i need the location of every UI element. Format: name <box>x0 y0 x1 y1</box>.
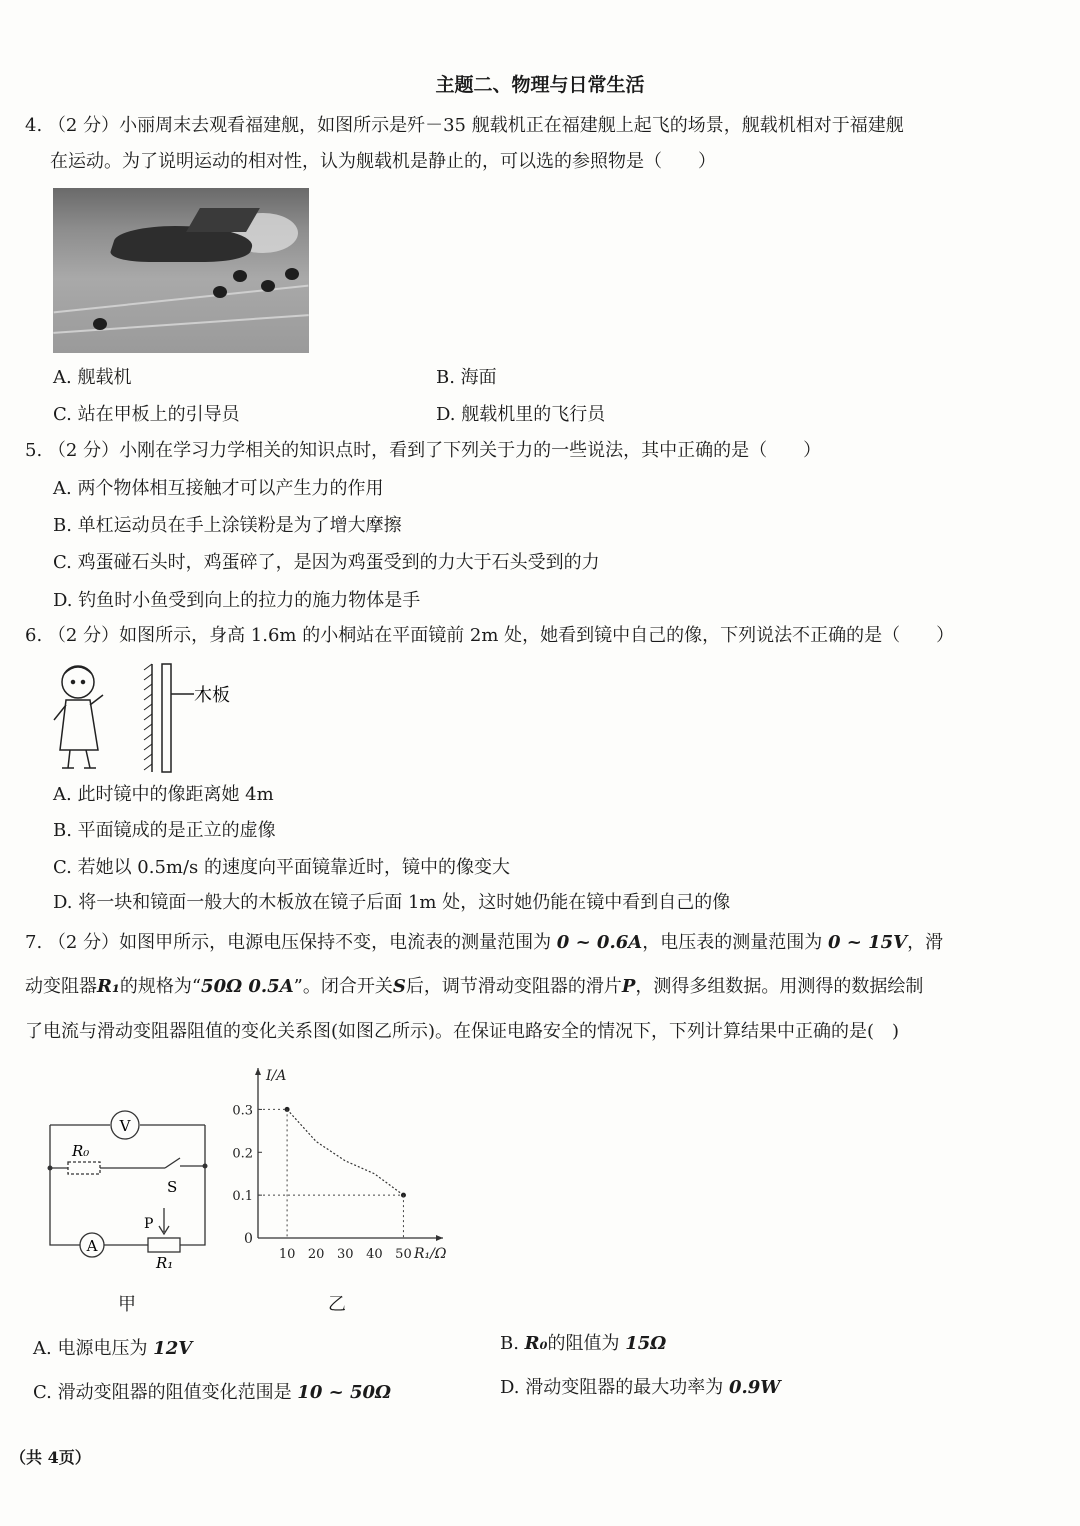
q6-option-b: B. 平面镜成的是正立的虚像 <box>53 820 276 841</box>
q7-option-d: D. 滑动变阻器的最大功率为 0.9W <box>500 1377 781 1398</box>
q4-option-c: C. 站在甲板上的引导员 <box>53 404 240 425</box>
circuit-diagram <box>40 1100 225 1290</box>
q4-option-d: D. 舰载机里的飞行员 <box>436 404 606 425</box>
q4-option-b: B. 海面 <box>436 367 497 388</box>
x-axis-arrow <box>436 1235 443 1241</box>
q5-option-b: B. 单杠运动员在手上涂镁粉是为了增大摩擦 <box>53 515 402 536</box>
origin-label: 0 <box>244 1231 253 1247</box>
question-5-line-1: 5. （2 分）小刚在学习力学相关的知识点时，看到了下列关于力的一些说法，其中正确的是（ ） <box>25 440 822 461</box>
q7-option-c: C. 滑动变阻器的阻值变化范围是 10 ~ 50Ω <box>33 1382 392 1403</box>
question-7-line-2: 动变阻器R₁的规格为“50Ω 0.5A”。闭合开关S后，调节滑动变阻器的滑片P，测得多组数据。用测得的数据绘制 <box>25 976 924 997</box>
circuit-caption: 甲 <box>118 1294 136 1315</box>
y-axis-arrow <box>255 1068 261 1075</box>
q6-option-a: A. 此时镜中的像距离她 4m <box>53 784 274 805</box>
question-4-line-1: 4. （2 分）小丽周末去观看福建舰，如图所示是歼－35 舰载机正在福建舰上起飞的场景，舰载机相对于福建舰 <box>25 115 904 136</box>
svg-text:V: V <box>119 1117 131 1135</box>
question-7-line-3: 了电流与滑动变阻器阻值的变化关系图(如图乙所示)。在保证电路安全的情况下，下列计算结果中正确的是( ) <box>25 1021 900 1042</box>
x-tick-label: 50 <box>395 1247 412 1262</box>
svg-text:A: A <box>86 1237 98 1255</box>
q7-option-a: A. 电源电压为 12V <box>33 1338 193 1359</box>
r1-label: R₁ <box>156 1254 174 1272</box>
q6-option-d: D. 将一块和镜面一般大的木板放在镜子后面 1m 处，这时她仍能在镜中看到自己的像 <box>53 892 731 913</box>
y-axis-label: I/A <box>266 1068 287 1084</box>
q4-option-a: A. 舰载机 <box>53 367 132 388</box>
y-tick-label: 0.2 <box>232 1146 253 1162</box>
r0-label: R₀ <box>72 1142 90 1160</box>
board-label: 木板 <box>194 685 230 706</box>
x-tick-label: 30 <box>336 1247 354 1262</box>
q5-option-a: A. 两个物体相互接触才可以产生力的作用 <box>53 478 384 499</box>
q7-option-b: B. R₀的阻值为 15Ω <box>500 1333 667 1354</box>
y-tick-label: 0.1 <box>232 1189 253 1205</box>
current-resistance-graph <box>225 1068 455 1278</box>
x-tick-label: 20 <box>307 1247 325 1262</box>
carrier-jet-photo <box>53 188 309 353</box>
q6-option-c: C. 若她以 0.5m/s 的速度向平面镜靠近时，镜中的像变大 <box>53 857 511 878</box>
graph-caption: 乙 <box>328 1294 346 1315</box>
x-tick-label: 10 <box>278 1247 296 1262</box>
wood-board <box>162 664 171 772</box>
question-7-line-1: 7. （2 分）如图甲所示，电源电压保持不变，电流表的测量范围为 0 ~ 0.6A，电压表的测量范围为 0 ~ 15V，滑 <box>25 932 944 953</box>
page-footer: （共 4页） <box>10 1448 91 1467</box>
switch-label: S <box>167 1178 178 1196</box>
girl-figure <box>54 666 103 768</box>
x-axis-label: R₁/Ω <box>414 1246 447 1262</box>
y-tick-label: 0.3 <box>232 1103 253 1119</box>
question-4-line-2: 在运动。为了说明运动的相对性，认为舰载机是静止的，可以选的参照物是（ ） <box>50 151 716 172</box>
mirror <box>144 664 152 772</box>
section-title: 主题二、物理与日常生活 <box>435 74 645 96</box>
q5-option-c: C. 鸡蛋碰石头时，鸡蛋碎了，是因为鸡蛋受到的力大于石头受到的力 <box>53 552 600 573</box>
x-tick-label: 40 <box>366 1247 383 1262</box>
series-curve <box>287 1109 403 1195</box>
slider-label: P <box>144 1216 154 1232</box>
mirror-figure <box>48 660 248 776</box>
question-6-line-1: 6. （2 分）如图所示，身高 1.6m 的小桐站在平面镜前 2m 处，她看到镜中自己的像，下列说法不正确的是（ ） <box>25 625 955 646</box>
q5-option-d: D. 钓鱼时小鱼受到向上的拉力的施力物体是手 <box>53 590 421 611</box>
